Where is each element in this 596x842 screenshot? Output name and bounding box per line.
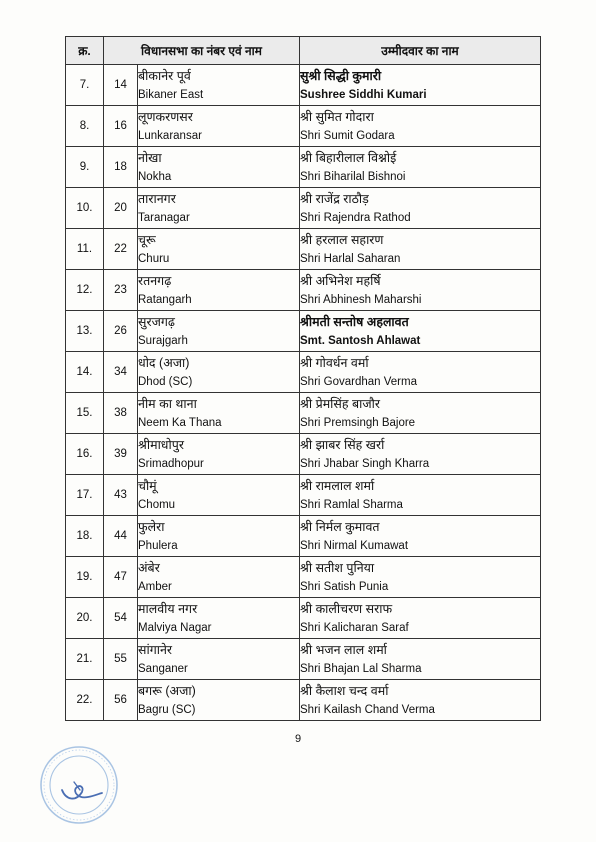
header-serial-number: क्र.: [66, 37, 104, 65]
constituency-number: 20: [104, 188, 138, 229]
serial-number: 19.: [66, 557, 104, 598]
party-seal-stamp: [36, 742, 122, 828]
page-number: 9: [294, 733, 302, 745]
constituency-name-english: Ratangarh: [138, 293, 192, 306]
candidate-name-english: Shri Rajendra Rathod: [300, 211, 411, 224]
table-row: [66, 475, 541, 516]
constituency-number: 39: [104, 434, 138, 475]
candidate-name-hindi: श्री रामलाल शर्मा: [300, 478, 375, 493]
candidate-name-english: Sushree Siddhi Kumari: [300, 88, 427, 101]
constituency-name-english: Churu: [138, 252, 170, 265]
candidate-name-hindi: श्रीमती सन्तोष अहलावत: [300, 314, 409, 329]
candidate-table: [65, 36, 541, 721]
candidate-name: [300, 270, 541, 311]
header-constituency: विधानसभा का नंबर एवं नाम: [104, 37, 300, 65]
table-row: [66, 639, 541, 680]
constituency-name-hindi: बगरू (अजा): [138, 683, 196, 698]
constituency-name-hindi: नीम का थाना: [138, 396, 197, 411]
serial-number: 17.: [66, 475, 104, 516]
candidate-name: [300, 393, 541, 434]
serial-number: 7.: [66, 65, 104, 106]
constituency-name-english: Bagru (SC): [138, 703, 196, 716]
constituency-name-hindi: अंबेर: [138, 560, 160, 575]
constituency-name-english: Phulera: [138, 539, 178, 552]
serial-number: 12.: [66, 270, 104, 311]
constituency-name-hindi: सांगानेर: [138, 642, 173, 657]
table-row: [66, 434, 541, 475]
candidate-name: [300, 434, 541, 475]
constituency-name-hindi: धोद (अजा): [138, 355, 190, 370]
candidate-name-hindi: श्री सुमित गोदारा: [300, 109, 374, 124]
serial-number: 22.: [66, 680, 104, 721]
constituency-number: 56: [104, 680, 138, 721]
constituency-number: 34: [104, 352, 138, 393]
table-row: [66, 147, 541, 188]
constituency-number: 22: [104, 229, 138, 270]
table-row: [66, 393, 541, 434]
constituency-name: [138, 352, 300, 393]
candidate-name: [300, 516, 541, 557]
table-row: [66, 680, 541, 721]
constituency-name-english: Dhod (SC): [138, 375, 193, 388]
constituency-name-hindi: रतनगढ़: [138, 273, 172, 288]
constituency-number: 23: [104, 270, 138, 311]
candidate-name-hindi: श्री बिहारीलाल विश्नोई: [300, 150, 397, 165]
serial-number: 16.: [66, 434, 104, 475]
candidate-name-english: Shri Premsingh Bajore: [300, 416, 416, 429]
table-row: [66, 229, 541, 270]
constituency-name-english: Amber: [138, 580, 172, 593]
constituency-name-hindi: फुलेरा: [138, 519, 165, 534]
candidate-name-hindi: श्री निर्मल कुमावत: [300, 519, 380, 534]
candidate-name-english: Smt. Santosh Ahlawat: [300, 334, 421, 347]
serial-number: 21.: [66, 639, 104, 680]
candidate-name-english: Shri Govardhan Verma: [300, 375, 417, 388]
constituency-name: [138, 434, 300, 475]
candidate-name-hindi: श्री कैलाश चन्द वर्मा: [300, 683, 389, 698]
candidate-name: [300, 475, 541, 516]
candidate-name: [300, 352, 541, 393]
signature-mark: [62, 786, 102, 798]
serial-number: 10.: [66, 188, 104, 229]
constituency-name: [138, 188, 300, 229]
candidate-name-english: Shri Satish Punia: [300, 580, 389, 593]
candidate-name: [300, 188, 541, 229]
candidate-name-english: Shri Nirmal Kumawat: [300, 539, 409, 552]
candidate-name-hindi: श्री प्रेमसिंह बाजौर: [300, 396, 380, 411]
constituency-name: [138, 65, 300, 106]
constituency-name-hindi: श्रीमाधोपुर: [138, 437, 184, 452]
candidate-name: [300, 598, 541, 639]
constituency-number: 18: [104, 147, 138, 188]
constituency-number: 47: [104, 557, 138, 598]
candidate-name-hindi: सुश्री सिद्धी कुमारी: [300, 68, 382, 83]
table-row: [66, 516, 541, 557]
constituency-number: 26: [104, 311, 138, 352]
constituency-name: [138, 598, 300, 639]
candidate-name-english: Shri Sumit Godara: [300, 129, 395, 142]
constituency-name-hindi: तारानगर: [138, 191, 176, 206]
header-candidate: उम्मीदवार का नाम: [300, 37, 541, 65]
candidate-name: [300, 65, 541, 106]
constituency-number: 14: [104, 65, 138, 106]
candidate-name: [300, 229, 541, 270]
constituency-name-hindi: मालवीय नगर: [138, 601, 198, 616]
table-row: [66, 106, 541, 147]
candidate-name: [300, 639, 541, 680]
candidate-name-english: Shri Kalicharan Saraf: [300, 621, 409, 634]
serial-number: 18.: [66, 516, 104, 557]
constituency-number: 16: [104, 106, 138, 147]
constituency-name-english: Nokha: [138, 170, 172, 183]
constituency-name-english: Sanganer: [138, 662, 188, 675]
constituency-name-english: Srimadhopur: [138, 457, 204, 470]
serial-number: 15.: [66, 393, 104, 434]
constituency-name: [138, 393, 300, 434]
constituency-name: [138, 516, 300, 557]
constituency-name-hindi: सुरजगढ़: [138, 314, 175, 329]
constituency-name: [138, 147, 300, 188]
constituency-name-hindi: चौमूं: [138, 478, 157, 493]
serial-number: 14.: [66, 352, 104, 393]
constituency-name-hindi: लूणकरणसर: [138, 109, 193, 124]
candidate-name-hindi: श्री गोवर्धन वर्मा: [300, 355, 369, 370]
table-row: [66, 598, 541, 639]
candidate-name-hindi: श्री कालीचरण सराफ: [300, 601, 393, 616]
constituency-name: [138, 270, 300, 311]
constituency-name-english: Bikaner East: [138, 88, 204, 101]
constituency-number: 43: [104, 475, 138, 516]
candidate-name-english: Shri Abhinesh Maharshi: [300, 293, 422, 306]
constituency-name-hindi: बीकानेर पूर्व: [138, 68, 191, 83]
constituency-name: [138, 106, 300, 147]
serial-number: 9.: [66, 147, 104, 188]
constituency-name-english: Chomu: [138, 498, 176, 511]
serial-number: 13.: [66, 311, 104, 352]
constituency-name-english: Taranagar: [138, 211, 190, 224]
table-row: [66, 65, 541, 106]
constituency-name-english: Surajgarh: [138, 334, 188, 347]
table-row: [66, 270, 541, 311]
candidate-name: [300, 106, 541, 147]
constituency-name: [138, 475, 300, 516]
table-row: [66, 557, 541, 598]
candidate-name: [300, 311, 541, 352]
table-row: [66, 352, 541, 393]
candidate-name-english: Shri Bhajan Lal Sharma: [300, 662, 422, 675]
constituency-name: [138, 557, 300, 598]
candidate-name-english: Shri Ramlal Sharma: [300, 498, 403, 511]
candidate-name-hindi: श्री अभिनेश महर्षि: [300, 273, 381, 288]
candidate-name: [300, 557, 541, 598]
table-row: [66, 311, 541, 352]
candidate-name: [300, 147, 541, 188]
candidate-name-hindi: श्री हरलाल सहारण: [300, 232, 384, 247]
constituency-number: 54: [104, 598, 138, 639]
candidate-name-hindi: श्री सतीश पुनिया: [300, 560, 375, 575]
candidate-name-hindi: श्री भजन लाल शर्मा: [300, 642, 387, 657]
constituency-name-hindi: नोखा: [138, 150, 162, 165]
constituency-name-hindi: चूरू: [138, 232, 156, 247]
serial-number: 8.: [66, 106, 104, 147]
constituency-name: [138, 639, 300, 680]
candidate-name-hindi: श्री झाबर सिंह खर्रा: [300, 437, 385, 452]
table-header-row: [66, 37, 541, 65]
serial-number: 11.: [66, 229, 104, 270]
candidate-name-english: Shri Kailash Chand Verma: [300, 703, 435, 716]
serial-number: 20.: [66, 598, 104, 639]
constituency-name: [138, 229, 300, 270]
constituency-number: 44: [104, 516, 138, 557]
candidate-name-hindi: श्री राजेंद्र राठौड़: [300, 191, 369, 206]
constituency-name: [138, 680, 300, 721]
constituency-name-english: Neem Ka Thana: [138, 416, 222, 429]
constituency-name-english: Malviya Nagar: [138, 621, 212, 634]
candidate-name-english: Shri Biharilal Bishnoi: [300, 170, 406, 183]
table-row: [66, 188, 541, 229]
constituency-name-english: Lunkaransar: [138, 129, 202, 142]
constituency-number: 55: [104, 639, 138, 680]
candidate-name: [300, 680, 541, 721]
candidate-name-english: Shri Harlal Saharan: [300, 252, 401, 265]
constituency-number: 38: [104, 393, 138, 434]
constituency-name: [138, 311, 300, 352]
candidate-name-english: Shri Jhabar Singh Kharra: [300, 457, 430, 470]
